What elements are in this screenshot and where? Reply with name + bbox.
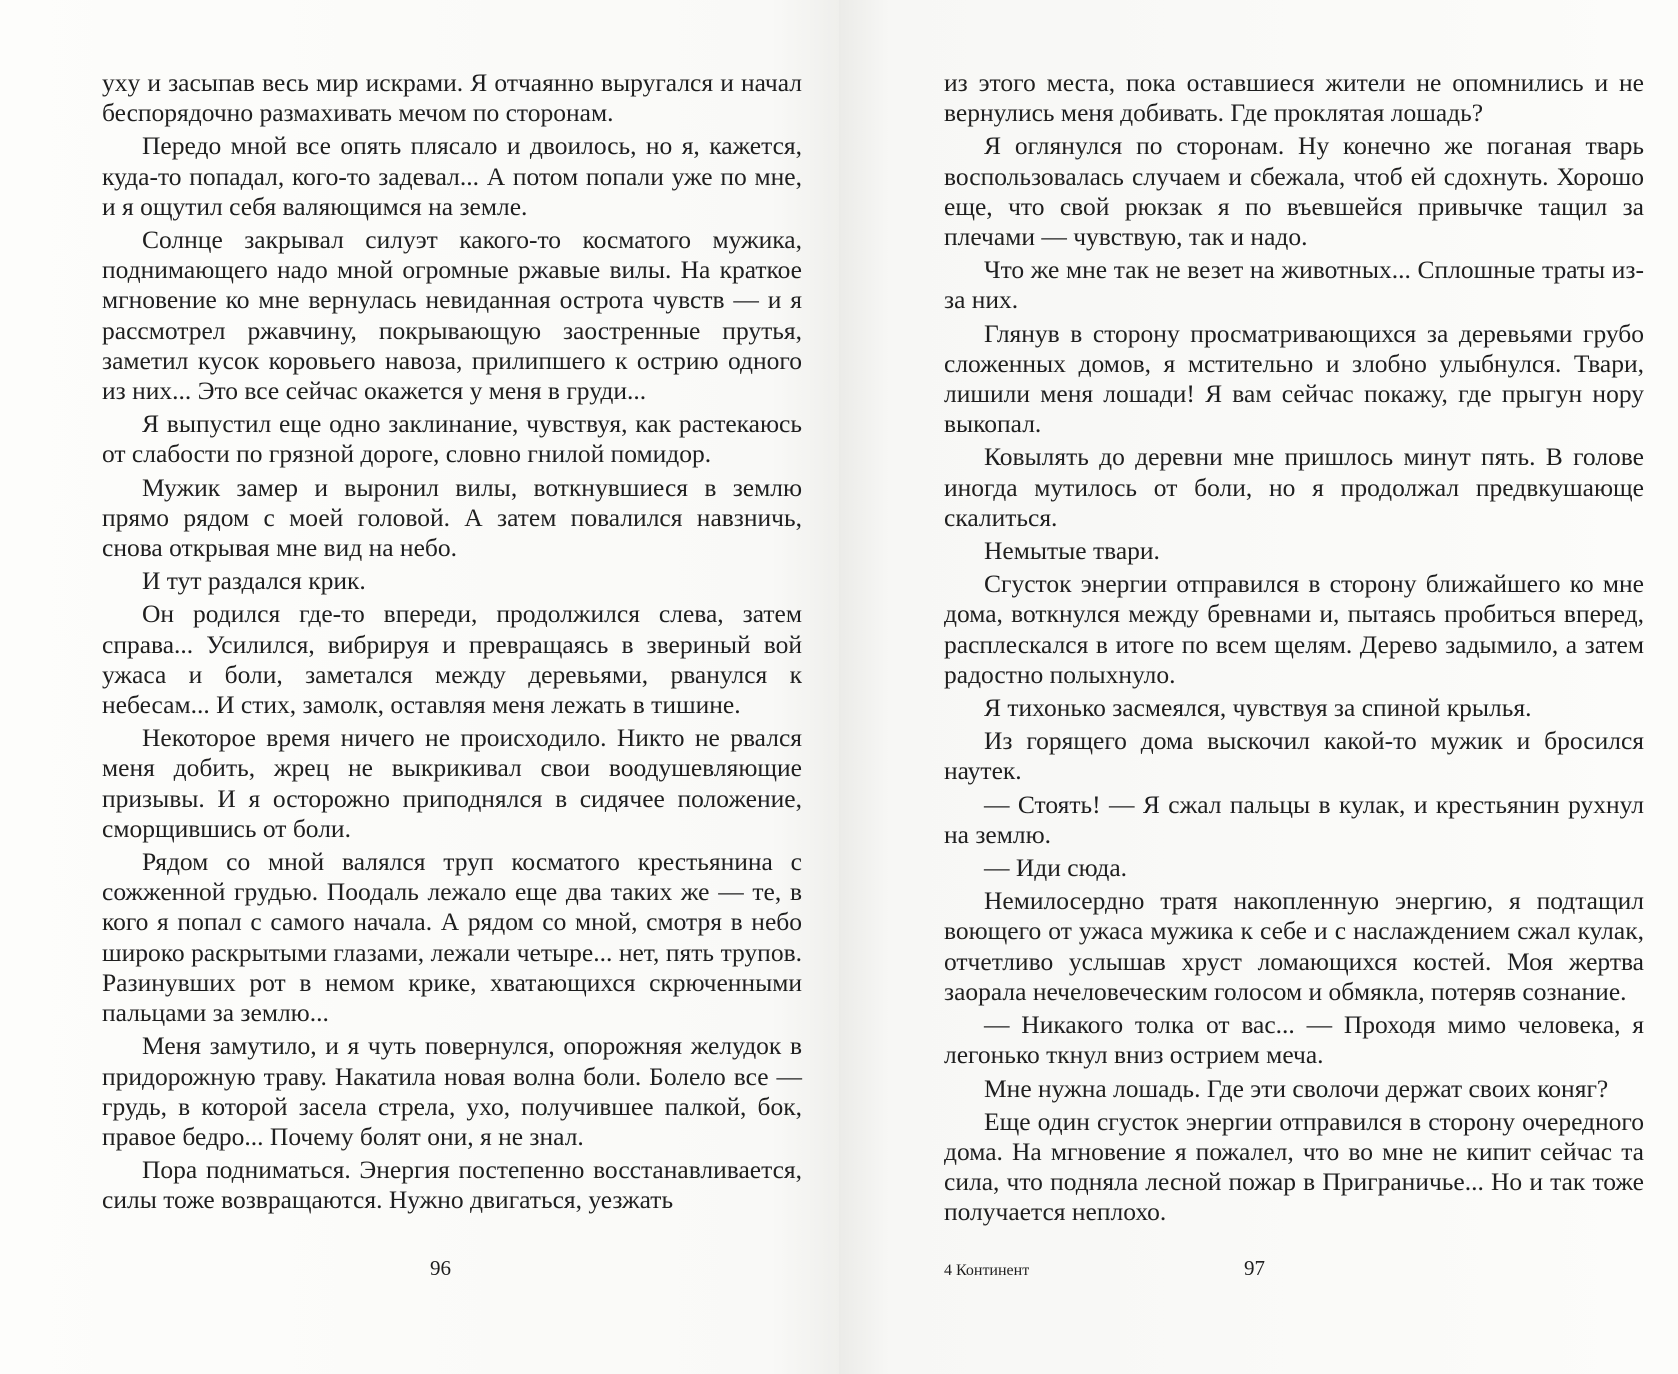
paragraph: Сгусток энергии отправился в сторону ближайшего ко мне дома, воткнулся между бревнами и, пытаясь пробиться вперед, расплескался в итоге по всем щелям. Дерево задымило, а затем радостно полыхнуло.: [944, 569, 1644, 689]
paragraph: Я оглянулся по сторонам. Ну конечно же поганая тварь воспользовалась случаем и сбежала, чтоб ей сдохнуть. Хорошо еще, что свой рюкзак я по въевшейся привычке тащил за плечами — чувствую, так и надо.: [944, 131, 1644, 252]
paragraph: Немытые твари.: [984, 536, 1160, 566]
paragraph: Передо мной все опять плясало и двоилось, но я, кажется, куда-то попадал, кого-то задевал... А потом попали уже по мне, и я ощутил себя валяющимся на земле.: [102, 131, 802, 221]
left-page-text: [102, 68, 802, 1219]
paragraph: Рядом со мной валялся труп косматого крестьянина с сожженной грудью. Поодаль лежало еще два таких же — те, в кого я попал с самого начала. А рядом со мной, смотря в небо широко раскрытыми глазами, лежали четыре... нет, пять трупов. Разинувших рот в немом крике, хватающихся скрюченными пальцами за землю...: [102, 847, 802, 1028]
right-page: [839, 0, 1678, 1374]
paragraph: Из горящего дома выскочил какой-то мужик и бросился наутек.: [944, 726, 1644, 786]
paragraph: Солнце закрывал силуэт какого-то косматого мужика, поднимающего надо мной огромные ржавые вилы. На краткое мгновение ко мне вернулась невиданная острота чувств — и я рассмотрел ржавчину, покрывающую заостренные прутья, заметил кусок коровьего навоза, прилипшего к острию одного из них... Это все сейчас окажется у меня в груди...: [102, 225, 802, 406]
paragraph: Ковылять до деревни мне пришлось минут пять. В голове иногда мутилось от боли, но я продолжал предвкушающе скалиться.: [944, 442, 1644, 532]
paragraph: Еще один сгусток энергии отправился в сторону очередного дома. На мгновение я пожалел, что во мне не кипит сейчас та сила, что подняла лесной пожар в Приграничье... Но и так тоже получается неплохо.: [944, 1106, 1644, 1227]
paragraph: Я выпустил еще одно заклинание, чувствуя, как растекаюсь от слабости по грязной дороге, словно гнилой помидор.: [102, 409, 802, 469]
paragraph: — Никакого толка от вас... — Проходя мимо человека, я легонько ткнул вниз острием меча.: [944, 1010, 1644, 1070]
paragraph: Мужик замер и выронил вилы, воткнувшиеся в землю прямо рядом с моей головой. А затем повалился навзничь, снова открывая мне вид на небо.: [102, 472, 802, 563]
paragraph: Немилосердно тратя накопленную энергию, я подтащил воющего от ужаса мужика к себе и с наслаждением сжал кулак, отчетливо услышав хруст ломающихся костей. Моя жертва заорала нечеловеческим голосом и обмякла, потеряв сознание.: [944, 886, 1644, 1006]
paragraph: Я тихонько засмеялся, чувствуя за спиной крылья.: [984, 693, 1532, 723]
page-number-right: 97: [1244, 1256, 1265, 1280]
paragraph: Пора подниматься. Энергия постепенно восстанавливается, силы тоже возвращаются. Нужно двигаться, уезжать: [102, 1155, 802, 1215]
paragraph: — Иди сюда.: [984, 853, 1128, 883]
signature-mark: 4 Континент: [944, 1262, 1030, 1279]
paragraph: Глянув в сторону просматривающихся за деревьями грубо сложенных домов, я мстительно и злобно улыбнулся. Твари, лишили меня лошади! Я вам сейчас покажу, где прыгун нору выкопал.: [944, 318, 1644, 439]
paragraph: Некоторое время ничего не происходило. Никто не рвался меня добить, жрец не выкрикивал свои воодушевляющие призывы. И я осторожно приподнялся в сидячее положение, сморщившись от боли.: [102, 723, 802, 843]
paragraph: из этого места, пока оставшиеся жители не опомнились и не вернулись меня добивать. Где проклятая лошадь?: [944, 68, 1644, 128]
page-number-left: 96: [430, 1256, 451, 1280]
paragraph: — Стоять! — Я сжал пальцы в кулак, и крестьянин рухнул на землю.: [944, 789, 1644, 849]
paragraph: Что же мне так не везет на животных... Сплошные траты из-за них.: [944, 255, 1644, 315]
paragraph: Мне нужна лошадь. Где эти сволочи держат своих коняг?: [984, 1073, 1609, 1103]
paragraph: Меня замутило, и я чуть повернулся, опорожняя желудок в придорожную траву. Накатила новая волна боли. Болело все — грудь, в которой засела стрела, ухо, получившее палкой, бок, правое бедро... Почему болят они, я не знал.: [102, 1031, 802, 1151]
right-page-text: [944, 68, 1644, 1231]
paragraph: ухy и засыпав весь мир искрами. Я отчаянно выругался и начал беспорядочно размахивать мечом по сторонам.: [102, 68, 802, 128]
paragraph: И тут раздался крик.: [142, 566, 366, 596]
paragraph: Он родился где-то впереди, продолжился слева, затем справа... Усилился, вибрируя и превращаясь в звериный вой ужаса и боли, заметался между деревьями, рванулся к небесам... И стих, замолк, оставляя меня лежать в тишине.: [102, 599, 802, 720]
